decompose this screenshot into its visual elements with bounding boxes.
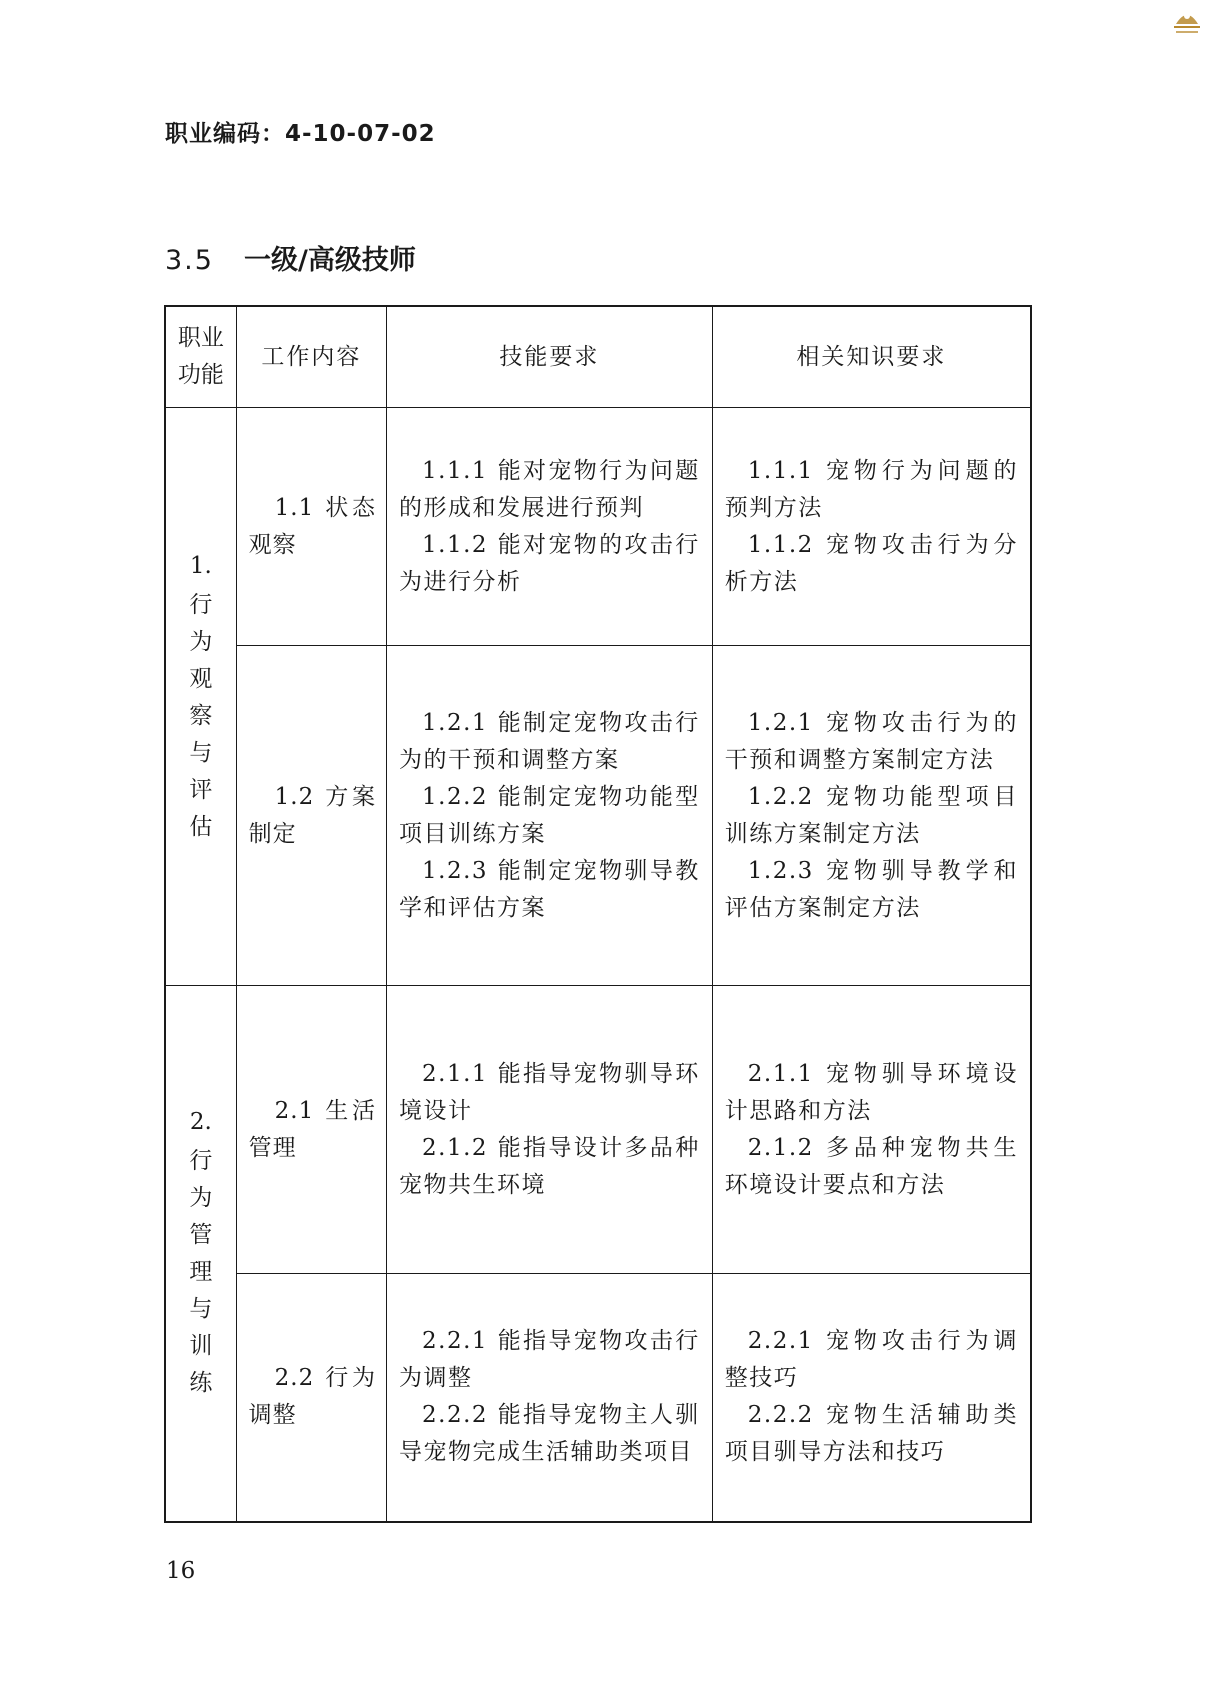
skill-cell xyxy=(387,646,713,986)
knowledge-cell xyxy=(712,986,1031,1274)
func-char: 评 xyxy=(189,776,213,803)
section-number: 3.5 xyxy=(165,245,214,276)
knowledge-item: 1.2.1 宠物攻击行为的干预和调整方案制定方法 xyxy=(724,709,1018,773)
skill-item: 2.1.1 能指导宠物驯导环境设计 xyxy=(399,1060,700,1124)
work-label: 1.1 状态观察 xyxy=(248,494,376,558)
occupation-code-value: 4-10-07-02 xyxy=(285,121,436,147)
table-row xyxy=(165,408,1031,646)
skill-item: 1.2.3 能制定宠物驯导教学和评估方案 xyxy=(399,857,700,921)
func-char: 行 xyxy=(189,1148,213,1175)
header-skill: 技能要求 xyxy=(387,306,713,408)
skill-standard-table xyxy=(164,305,1032,1523)
table-row xyxy=(165,1274,1031,1522)
occupation-code xyxy=(165,115,436,148)
header-func-line2: 功能 xyxy=(177,362,224,388)
func-char: 为 xyxy=(189,628,213,655)
func-char: 理 xyxy=(189,1259,213,1286)
func-char: 练 xyxy=(189,1370,213,1397)
func-number: 1. xyxy=(189,552,212,579)
skill-item: 1.2.1 能制定宠物攻击行为的干预和调整方案 xyxy=(399,709,700,773)
func-cell-1 xyxy=(165,408,236,986)
work-label: 2.1 生活管理 xyxy=(248,1097,376,1161)
table-row xyxy=(165,986,1031,1274)
skill-item: 1.1.2 能对宠物的攻击行为进行分析 xyxy=(399,531,700,595)
func-char: 与 xyxy=(189,739,213,766)
work-cell xyxy=(236,646,386,986)
header-func-line1: 职业 xyxy=(177,325,224,351)
func-cell-2 xyxy=(165,986,236,1522)
table-header-row xyxy=(165,306,1031,408)
knowledge-cell xyxy=(712,646,1031,986)
knowledge-item: 2.1.1 宠物驯导环境设计思路和方法 xyxy=(724,1060,1018,1124)
skill-cell xyxy=(387,1274,713,1522)
skill-item: 2.2.2 能指导宠物主人驯导宠物完成生活辅助类项目 xyxy=(399,1402,700,1466)
occupation-code-label: 职业编码： xyxy=(165,121,285,147)
work-cell xyxy=(236,1274,386,1522)
knowledge-item: 2.1.2 多品种宠物共生环境设计要点和方法 xyxy=(724,1134,1018,1198)
header-func xyxy=(165,306,236,408)
table-row xyxy=(165,646,1031,986)
page-number: 16 xyxy=(166,1558,196,1584)
knowledge-cell xyxy=(712,1274,1031,1522)
skill-item: 2.1.2 能指导设计多品种宠物共生环境 xyxy=(399,1134,700,1198)
skill-item: 1.2.2 能制定宠物功能型项目训练方案 xyxy=(399,783,700,847)
func-char: 管 xyxy=(189,1222,213,1249)
func-char: 察 xyxy=(189,702,213,729)
knowledge-item: 1.1.2 宠物攻击行为分析方法 xyxy=(724,531,1018,595)
knowledge-item: 2.2.1 宠物攻击行为调整技巧 xyxy=(724,1328,1018,1392)
knowledge-cell xyxy=(712,408,1031,646)
work-cell xyxy=(236,986,386,1274)
work-label: 2.2 行为调整 xyxy=(248,1365,376,1429)
func-char: 估 xyxy=(189,813,213,840)
section-title-text: 一级/高级技师 xyxy=(243,245,416,276)
skill-cell xyxy=(387,986,713,1274)
header-work: 工作内容 xyxy=(236,306,386,408)
func-char: 观 xyxy=(189,665,213,692)
knowledge-item: 2.2.2 宠物生活辅助类项目驯导方法和技巧 xyxy=(724,1402,1018,1466)
func-char: 训 xyxy=(189,1333,213,1360)
skill-cell xyxy=(387,408,713,646)
skill-item: 1.1.1 能对宠物行为问题的形成和发展进行预判 xyxy=(399,457,700,521)
section-title xyxy=(165,238,416,277)
func-char: 为 xyxy=(189,1185,213,1212)
func-char: 与 xyxy=(189,1296,213,1323)
work-cell xyxy=(236,408,386,646)
func-char: 行 xyxy=(189,591,213,618)
knowledge-item: 1.2.3 宠物驯导教学和评估方案制定方法 xyxy=(724,857,1018,921)
func-number: 2. xyxy=(189,1109,212,1136)
knowledge-item: 1.1.1 宠物行为问题的预判方法 xyxy=(724,457,1018,521)
header-knowledge: 相关知识要求 xyxy=(712,306,1031,408)
publisher-logo-icon xyxy=(1170,4,1204,36)
work-label: 1.2 方案制定 xyxy=(248,783,376,847)
knowledge-item: 1.2.2 宠物功能型项目训练方案制定方法 xyxy=(724,783,1018,847)
skill-item: 2.2.1 能指导宠物攻击行为调整 xyxy=(399,1328,700,1392)
